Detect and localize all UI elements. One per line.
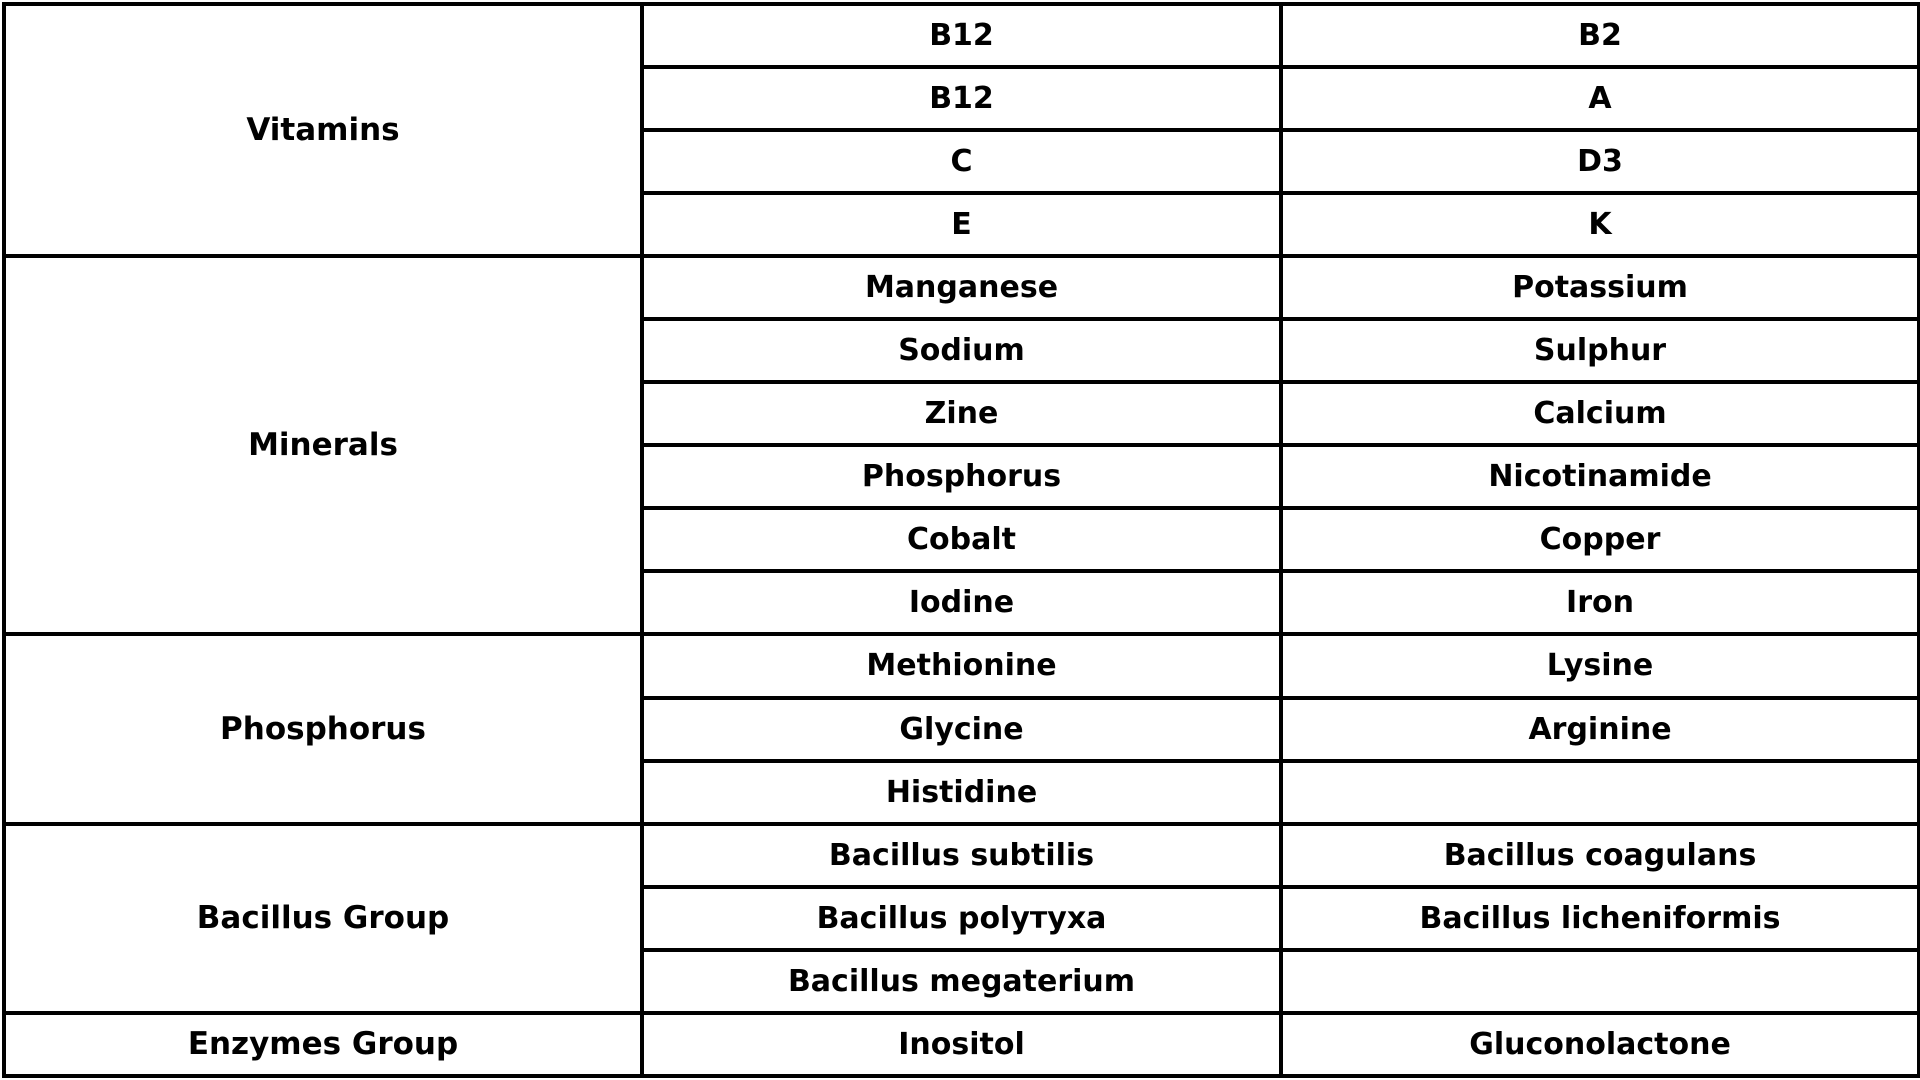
group-label-phosphorus: Phosphorus bbox=[4, 634, 642, 823]
table-cell: Gluconolactone bbox=[1281, 1013, 1919, 1076]
table-cell: Bacillus subtilis bbox=[642, 824, 1281, 887]
table-row bbox=[4, 824, 1919, 887]
table-cell: C bbox=[642, 130, 1281, 193]
table-cell: B12 bbox=[642, 67, 1281, 130]
table-cell: Bacillus coagulans bbox=[1281, 824, 1919, 887]
table-row bbox=[4, 634, 1919, 697]
table-cell: A bbox=[1281, 67, 1919, 130]
table-cell: Phosphorus bbox=[642, 445, 1281, 508]
table-cell: Lysine bbox=[1281, 634, 1919, 697]
group-label-vitamins: Vitamins bbox=[4, 4, 642, 256]
table-cell: Bacillus licheniformis bbox=[1281, 887, 1919, 950]
table-cell: Cobalt bbox=[642, 508, 1281, 571]
table-row bbox=[4, 4, 1919, 67]
table-cell: E bbox=[642, 193, 1281, 256]
empty-cell bbox=[1281, 761, 1919, 824]
table-cell: D3 bbox=[1281, 130, 1919, 193]
table-cell: Bacillus polyтуха bbox=[642, 887, 1281, 950]
table-cell: Potassium bbox=[1281, 256, 1919, 319]
table-cell: Methionine bbox=[642, 634, 1281, 697]
table-row bbox=[4, 1013, 1919, 1076]
ingredients-table bbox=[2, 2, 1920, 1078]
table-cell: Calcium bbox=[1281, 382, 1919, 445]
table-cell: Histidine bbox=[642, 761, 1281, 824]
table-cell: Iron bbox=[1281, 571, 1919, 634]
table-cell: Zine bbox=[642, 382, 1281, 445]
table-cell: Copper bbox=[1281, 508, 1919, 571]
table-cell: Sodium bbox=[642, 319, 1281, 382]
table-cell: Bacillus megaterium bbox=[642, 950, 1281, 1013]
empty-cell bbox=[1281, 950, 1919, 1013]
table-cell: Inositol bbox=[642, 1013, 1281, 1076]
group-label-enzymes: Enzymes Group bbox=[4, 1013, 642, 1076]
table-cell: Iodine bbox=[642, 571, 1281, 634]
table-cell: K bbox=[1281, 193, 1919, 256]
table-cell: Nicotinamide bbox=[1281, 445, 1919, 508]
group-label-minerals: Minerals bbox=[4, 256, 642, 634]
group-label-bacillus: Bacillus Group bbox=[4, 824, 642, 1013]
table-cell: Manganese bbox=[642, 256, 1281, 319]
table-row bbox=[4, 256, 1919, 319]
table-cell: B2 bbox=[1281, 4, 1919, 67]
table-cell: Sulphur bbox=[1281, 319, 1919, 382]
table-cell: Glycine bbox=[642, 698, 1281, 761]
table-cell: Arginine bbox=[1281, 698, 1919, 761]
table-cell: B12 bbox=[642, 4, 1281, 67]
